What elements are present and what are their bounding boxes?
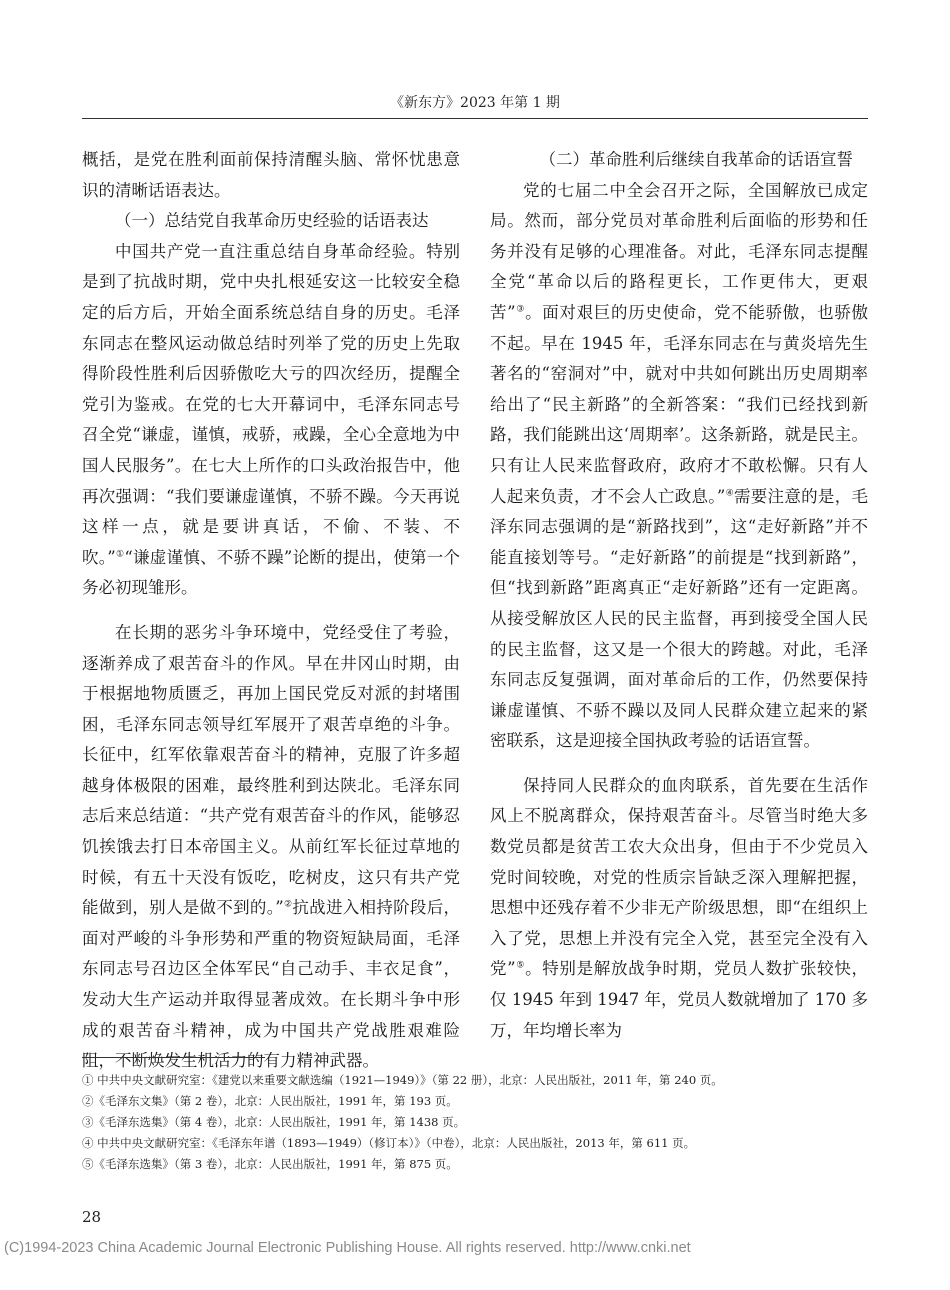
- text-run: 保持同人民群众的血肉联系，首先要在生活作风上不脱离群众，保持艰苦奋斗。尽管当时绝大多数党员都是贫苦工农大众出身，但由于不少党员入党时间较晚，对党的性质宗旨缺乏深入理解把握，思想中还残存着不少非无产阶级思想，即“在组织上入了党，思想上并没有完全入党，甚至完全没有入党”: [490, 775, 868, 979]
- paragraph-mass-line: [490, 771, 868, 1046]
- text-run: “谦虚谨慎、不骄不躁”论断的提出，使第一个务必初现雏形。: [82, 547, 460, 598]
- running-header: 《新东方》2023 年第 1 期: [390, 95, 560, 111]
- text-run: 需要注意的是，毛泽东同志强调的是“新路找到”，这“走好新路”并不能直接划等号。“走好新路”的前提是“找到新路”，但“找到新路”距离真正“走好新路”还有一定距离。从接受解放区人民的民主监督，再到接受全国人民的民主监督，这又是一个很大的跨越。对此，毛泽东同志反复强调，面对革命后的工作，仍然要保持谦虚谨慎、不骄不躁以及同人民群众建立起来的紧密联系，这是迎接全国执政考验的话语宣誓。: [490, 486, 869, 751]
- footnote-ref-5[interactable]: ⑤: [515, 960, 526, 971]
- footnote-rule: [82, 1057, 265, 1058]
- section-heading-2: （二）革命胜利后继续自我革命的话语宣誓: [539, 150, 853, 169]
- footnote-item: ④ 中共中央文献研究室：《毛泽东年谱（1893—1949）（修订本）》（中卷），北京：人民出版社，2013 年，第 611 页。: [82, 1136, 696, 1150]
- text-run: 抗战进入相持阶段后，面对严峻的斗争形势和严重的物资短缺局面，毛泽东同志号召边区全体军民“自己动手、丰衣足食”，发动大生产运动并取得显著成效。在长期斗争中形成的艰苦奋斗精神，成为中国共产党战胜艰难险阻，不断焕发生机活力的有力精神武器。: [82, 898, 460, 1071]
- text-run: 在长期的恶劣斗争环境中，党经受住了考验，逐渐养成了艰苦奋斗的作风。早在井冈山时期，由于根据地物质匮乏，再加上国民党反对派的封堵围困，毛泽东同志领导红军展开了艰苦卓绝的斗争。长征中，红军依靠艰苦奋斗的精神，克服了许多超越身体极限的困难，最终胜利到达陕北。毛泽东同志后来总结道：“共产党有艰苦奋斗的作风，能够忍饥挨饿去打日本帝国主义。从前红军长征过草地的时候，有五十天没有饭吃，吃树皮，这只有共产党能做到，别人是做不到的。”: [82, 622, 460, 918]
- paragraph-hard-struggle: [82, 618, 460, 1077]
- section-heading-1: （一）总结党自我革命历史经验的话语表达: [115, 211, 429, 231]
- paragraph-history-summary: [82, 237, 460, 604]
- left-column: [82, 145, 460, 1077]
- text-run: 党的七届二中全会召开之际，全国解放已成定局。然而，部分党员对革命胜利后面临的形势和任务并没有足够的心理准备。对此，毛泽东同志提醒全党“革命以后的路程更长，工作更伟大，更艰苦”: [490, 180, 868, 322]
- paragraph-post-victory: [490, 176, 868, 757]
- footnote-ref-2[interactable]: ②: [283, 899, 293, 910]
- footnote-item: ⑤《毛泽东选集》（第 3 卷），北京：人民出版社，1991 年，第 875 页。: [82, 1157, 458, 1171]
- footnote-item: ②《毛泽东文集》（第 2 卷），北京：人民出版社，1991 年，第 193 页。: [82, 1094, 458, 1108]
- right-column: [490, 145, 868, 1046]
- header-rule: [82, 118, 868, 119]
- footnote-ref-4[interactable]: ④: [725, 488, 734, 499]
- copyright-line: (C)1994-2023 China Academic Journal Electronic Publishing House. All rights reserved. http://www.cnki.net: [4, 1240, 691, 1256]
- text-run: 中国共产党一直注重总结自身革命经验。特别是到了抗战时期，党中央扎根延安这一比较安全稳定的后方后，开始全面系统总结自身的历史。毛泽东同志在整风运动做总结时列举了党的历史上先取得阶段性胜利后因骄傲吃大亏的四次经历，提醒全党引为鉴戒。在党的七大开幕词中，毛泽东同志号召全党“谦虚，谨慎，戒骄，戒躁，全心全意地为中国人民服务”。在七大上所作的口头政治报告中，他再次强调：“我们要谦虚谨慎，不骄不躁。今天再说这样一点，就是要讲真话，不偷、不装、不吹。”: [82, 241, 460, 567]
- text-run: 。特别是解放战争时期，党员人数扩张较快，仅 1945 年到 1947 年，党员人数就增加了 170 多万，年均增长率为: [490, 959, 869, 1040]
- footnote-item: ① 中共中央文献研究室：《建党以来重要文献选编（1921—1949）》（第 22 册），北京：人民出版社，2011 年，第 240 页。: [82, 1073, 723, 1087]
- page-number: 28: [82, 1208, 102, 1226]
- footnote-item: ③《毛泽东选集》（第 4 卷），北京：人民出版社，1991 年，第 1438 页。: [82, 1115, 466, 1129]
- text-run: 。面对艰巨的历史使命，党不能骄傲，也骄傲不起。早在 1945 年，毛泽东同志在与黄炎培先生著名的“窑洞对”中，就对中共如何跳出历史周期率给出了“民主新路”的全新答案：“我们已经找到新路，我们能跳出这‘周期率’。这条新路，就是民主。只有让人民来监督政府，政府才不敢松懈。只有人人起来负责，才不会人亡政息。”: [490, 302, 869, 506]
- footnotes: [82, 1070, 868, 1175]
- footnote-ref-3[interactable]: ③: [515, 304, 526, 315]
- footnote-ref-1[interactable]: ①: [115, 549, 125, 560]
- paragraph-continuation: 概括，是党在胜利面前保持清醒头脑、常怀忧患意识的清晰话语表达。: [82, 150, 460, 200]
